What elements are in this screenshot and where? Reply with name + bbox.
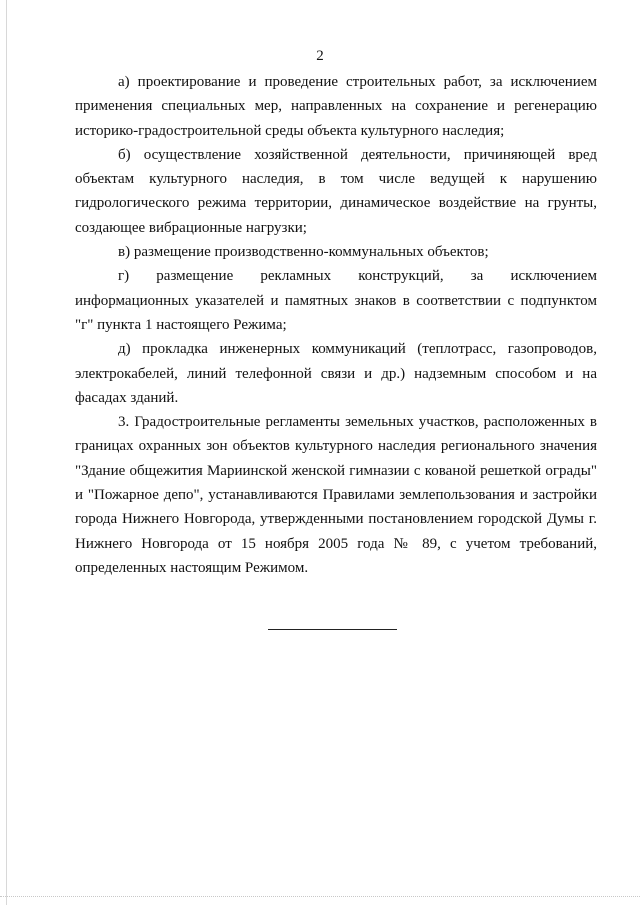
- scan-edge-bottom: [0, 896, 640, 897]
- page-number: 2: [316, 48, 324, 64]
- paragraph-item-d: д) прокладка инженерных коммуникаций (теплотрасс, газопроводов, электрокабелей, линий телефонной связи и др.) надземным способом и на фасадах зданий.: [75, 341, 597, 406]
- paragraph-item-a: а) проектирование и проведение строительных работ, за исключением применения специальных мер, направленных на сохранение и регенерацию историко-градостроительной среды объекта культурного наследия;: [75, 74, 597, 139]
- document-body: [75, 70, 597, 580]
- paragraph-item-b: б) осуществление хозяйственной деятельности, причиняющей вред объектам культурного наследия, в том числе ведущей к нарушению гидрологического режима территории, динамическое воздействие на грунты, создающее вибрационные нагрузки;: [75, 146, 597, 236]
- scan-edge-left: [6, 0, 7, 905]
- paragraph-item-g: г) размещение рекламных конструкций, за исключением информационных указателей и памятных знаков в соответствии с подпунктом "г" пункта 1 настоящего Режима;: [75, 268, 597, 333]
- paragraph-section-3: 3. Градостроительные регламенты земельных участков, расположенных в границах охранных зон объектов культурного наследия регионального значения "Здание общежития Мариинской женской гимназии с кованой решеткой ограды" и "Пожарное депо", устанавливаются Правилами землепользования и застройки города Нижнего Новгорода, утвержденными постановлением городской Думы г. Нижнего Новгорода от 15 ноября 2005 года № 89, с учетом требований, определенных настоящим Режимом.: [75, 414, 597, 576]
- paragraph-item-v: в) размещение производственно-коммунальных объектов;: [118, 244, 489, 261]
- end-divider-line: [268, 629, 397, 630]
